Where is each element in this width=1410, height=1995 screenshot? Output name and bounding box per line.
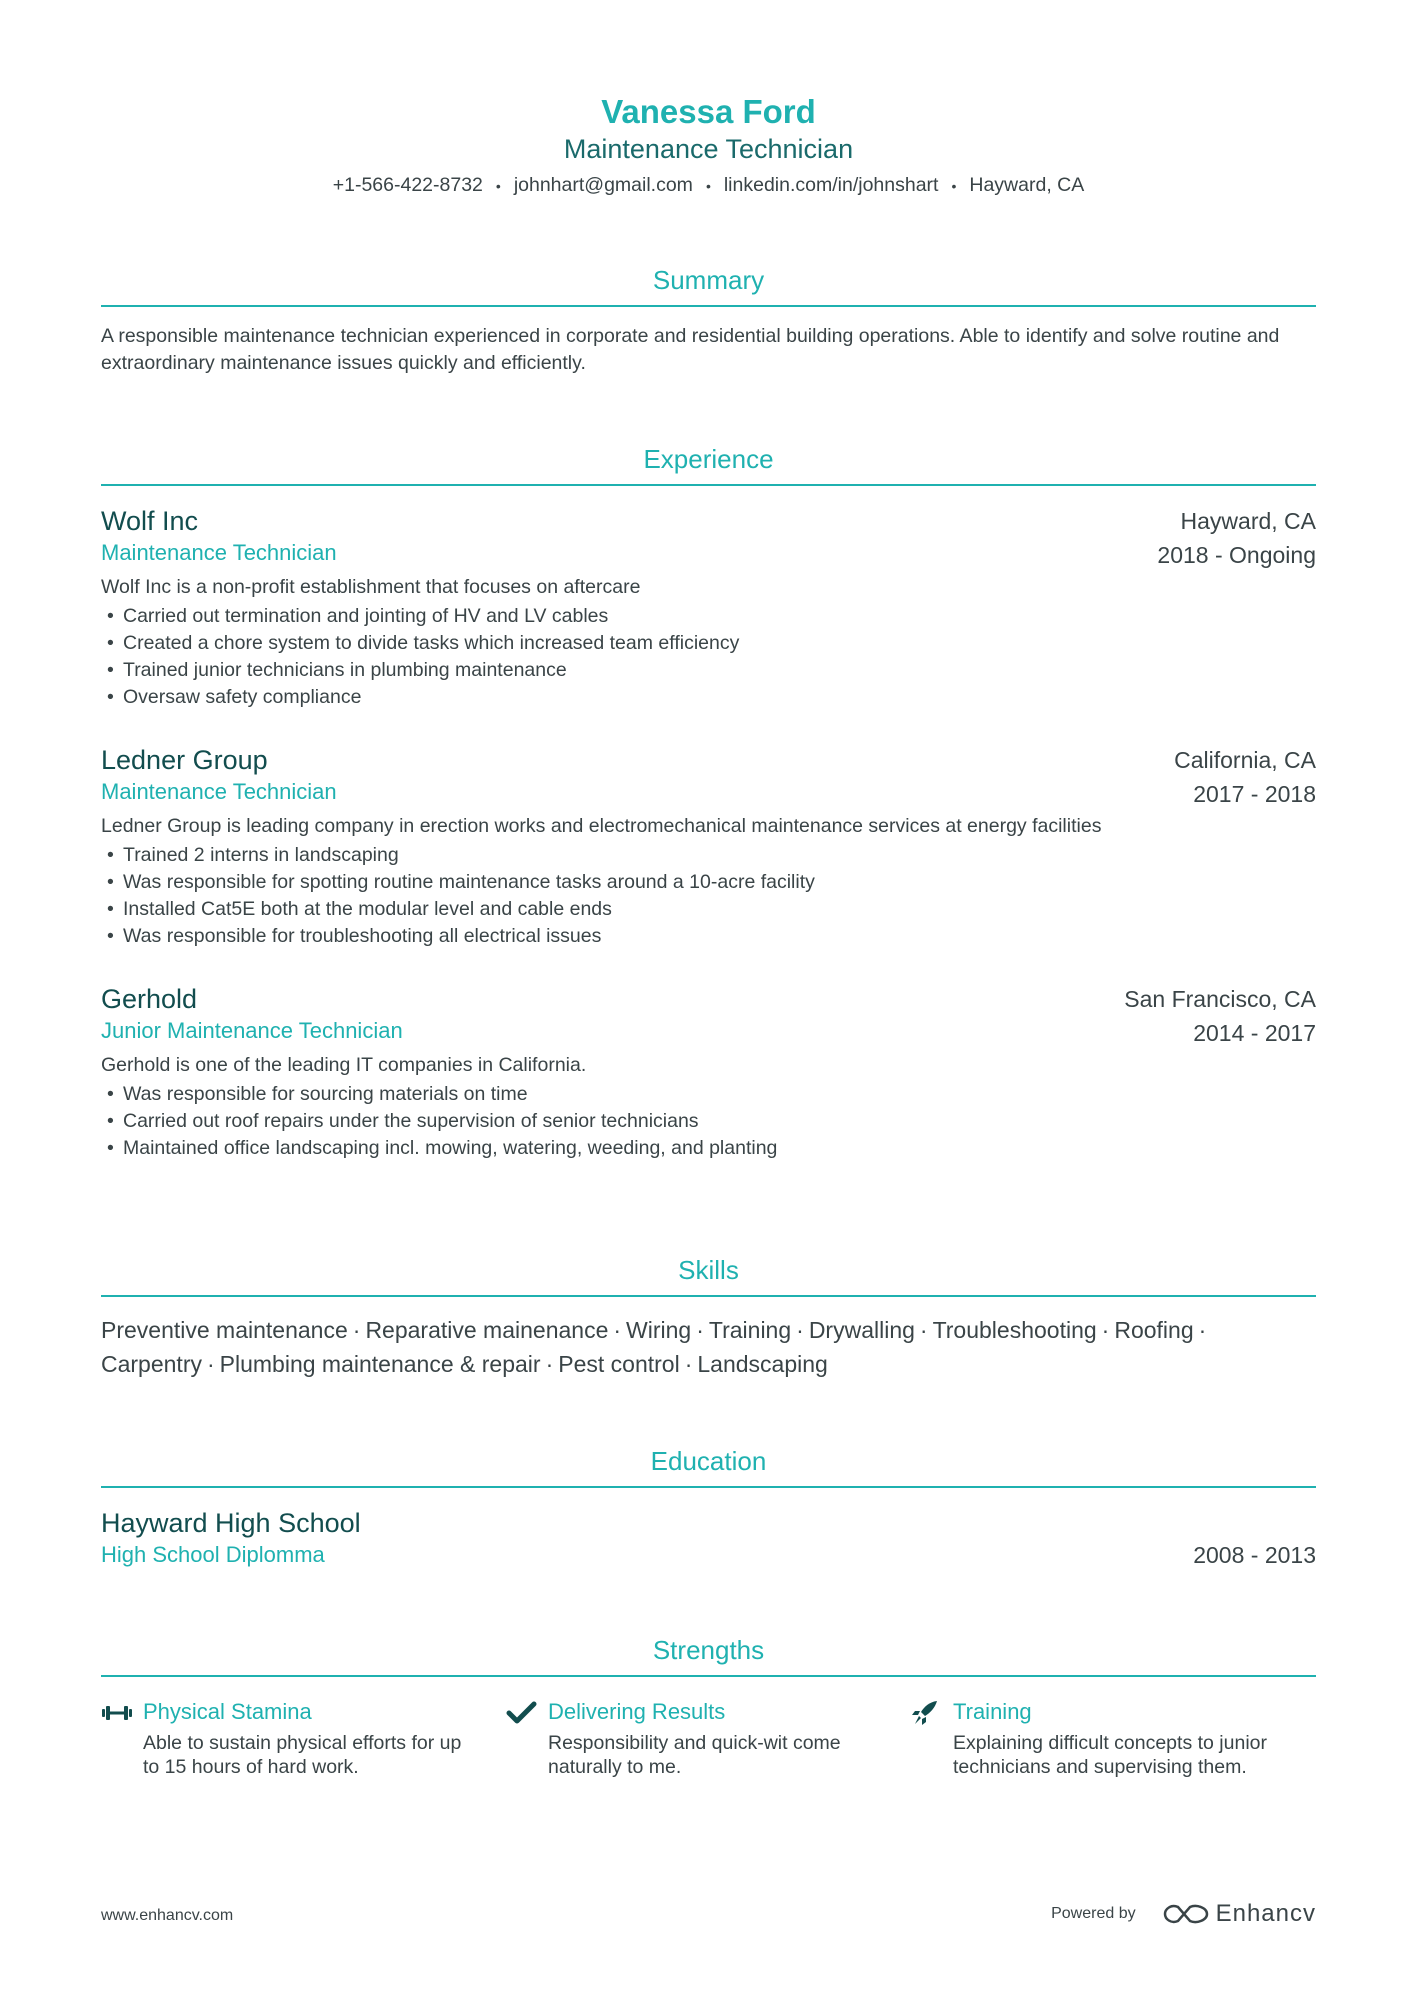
strength-description: Responsibility and quick-wit come naturally to me. xyxy=(548,1732,841,1778)
education-section xyxy=(101,1444,1316,1570)
job-location: San Francisco, CA xyxy=(1124,986,1316,1012)
skill-item: Reparative mainenance xyxy=(365,1317,609,1343)
skills-section xyxy=(101,1253,1316,1381)
dumbbell-icon xyxy=(101,1700,133,1726)
job-role: Maintenance Technician xyxy=(101,779,337,804)
phone: +1-566-422-8732 xyxy=(332,174,483,196)
skill-separator: · xyxy=(206,1351,215,1377)
skill-item: Carpentry xyxy=(101,1351,202,1377)
skill-item: Wiring xyxy=(626,1317,692,1343)
powered-by-label: Powered by xyxy=(1051,1905,1136,1922)
edu-school: Hayward High School xyxy=(101,1508,361,1538)
skill-separator: · xyxy=(545,1351,554,1377)
section-divider xyxy=(101,1486,1316,1488)
job-role: Junior Maintenance Technician xyxy=(101,1018,403,1043)
section-divider xyxy=(101,305,1316,307)
job-role: Maintenance Technician xyxy=(101,540,337,565)
section-title-skills: Skills xyxy=(678,1255,739,1285)
strength-title: Physical Stamina xyxy=(143,1699,312,1724)
separator: • xyxy=(495,177,501,194)
strength-description: Explaining difficult concepts to junior technicians and supervising them. xyxy=(953,1732,1267,1778)
skill-separator: · xyxy=(613,1317,622,1343)
skill-item: Roofing xyxy=(1114,1317,1194,1343)
skill-item: Training xyxy=(708,1317,792,1343)
strengths-section xyxy=(101,1633,1316,1779)
edu-degree: High School Diplomma xyxy=(101,1542,325,1567)
list-item: • Was responsible for sourcing materials on time xyxy=(101,1081,1316,1108)
brand-name: Enhancv xyxy=(1215,1900,1316,1927)
job-company: Ledner Group xyxy=(101,745,268,775)
job-entry xyxy=(101,982,1316,1162)
edu-dates: 2008 - 2013 xyxy=(1193,1542,1316,1568)
section-divider xyxy=(101,484,1316,486)
strength-item xyxy=(506,1697,911,1779)
section-divider xyxy=(101,1675,1316,1677)
skills-list xyxy=(101,1313,1316,1381)
list-item: • Maintained office landscaping incl. mowing, watering, weeding, and planting xyxy=(101,1135,1316,1162)
section-title-strengths: Strengths xyxy=(652,1635,765,1665)
section-divider xyxy=(101,1295,1316,1297)
job-description: Gerhold is one of the leading IT companies in California. xyxy=(101,1054,587,1076)
list-item: • Installed Cat5E both at the modular level and cable ends xyxy=(101,896,1316,923)
skill-item: Landscaping xyxy=(697,1351,828,1377)
job-bullets xyxy=(101,842,1316,950)
list-item: • Was responsible for troubleshooting all electrical issues xyxy=(101,923,1316,950)
summary-section xyxy=(101,263,1316,377)
section-title-experience: Experience xyxy=(643,444,774,474)
skill-separator: · xyxy=(919,1317,928,1343)
job-dates: 2018 - Ongoing xyxy=(1157,542,1316,568)
resume-header xyxy=(101,0,1316,199)
summary-text: A responsible maintenance technician experienced in corporate and residential building operations. Able to identify and solve routine and extraordinary maintenance issues quickly and efficiently. xyxy=(101,325,1280,374)
checkmark-icon xyxy=(506,1700,538,1726)
job-bullets xyxy=(101,603,1316,711)
skill-separator: · xyxy=(696,1317,704,1343)
footer-branding xyxy=(1051,1900,1316,1928)
skill-separator: · xyxy=(1101,1317,1110,1343)
strengths-list xyxy=(101,1697,1316,1779)
list-item: • Was responsible for spotting routine maintenance tasks around a 10-acre facility xyxy=(101,869,1316,896)
job-entry xyxy=(101,504,1316,711)
footer-website[interactable]: www.enhancv.com xyxy=(101,1907,234,1924)
separator: • xyxy=(705,177,711,194)
candidate-title: Maintenance Technician xyxy=(563,134,854,164)
enhancv-logo-icon xyxy=(1162,1902,1210,1926)
job-description: Wolf Inc is a non-profit establishment that focuses on aftercare xyxy=(101,576,641,598)
job-meta xyxy=(1124,982,1316,1050)
job-dates: 2014 - 2017 xyxy=(1193,1020,1316,1046)
job-bullets xyxy=(101,1081,1316,1162)
brand-logo[interactable] xyxy=(1162,1900,1316,1928)
skill-item: Pest control xyxy=(558,1351,680,1377)
candidate-name: Vanessa Ford xyxy=(601,93,816,130)
strength-item xyxy=(911,1697,1316,1779)
job-location: California, CA xyxy=(1174,747,1316,773)
job-description: Ledner Group is leading company in erection works and electromechanical maintenance services at energy facilities xyxy=(101,815,1102,837)
strength-description: Able to sustain physical efforts for up to 15 hours of hard work. xyxy=(143,1732,462,1778)
job-entry xyxy=(101,743,1316,950)
email[interactable]: johnhart@gmail.com xyxy=(513,174,693,196)
skill-item: Preventive maintenance xyxy=(101,1317,348,1343)
rocket-icon xyxy=(911,1700,943,1726)
list-item: • Carried out roof repairs under the supervision of senior technicians xyxy=(101,1108,1316,1135)
list-item: • Trained 2 interns in landscaping xyxy=(101,842,1316,869)
skill-separator: · xyxy=(796,1317,804,1343)
linkedin[interactable]: linkedin.com/in/johnshart xyxy=(723,174,939,196)
job-company: Gerhold xyxy=(101,984,198,1014)
job-location: Hayward, CA xyxy=(1180,508,1316,534)
job-company: Wolf Inc xyxy=(101,506,199,536)
list-item: • Oversaw safety compliance xyxy=(101,684,1316,711)
skill-item: Drywalling xyxy=(808,1317,915,1343)
skill-item: Troubleshooting xyxy=(932,1317,1097,1343)
strength-title: Delivering Results xyxy=(548,1699,726,1724)
experience-section xyxy=(101,442,1316,1162)
job-meta xyxy=(1174,743,1316,811)
section-title-education: Education xyxy=(650,1446,767,1476)
section-title-summary: Summary xyxy=(652,265,765,295)
strength-item xyxy=(101,1697,506,1779)
skill-separator: · xyxy=(684,1351,693,1377)
list-item: • Trained junior technicians in plumbing maintenance xyxy=(101,657,1316,684)
list-item: • Created a chore system to divide tasks which increased team efficiency xyxy=(101,630,1316,657)
job-meta xyxy=(1157,504,1316,572)
skill-separator: · xyxy=(1198,1317,1207,1343)
job-dates: 2017 - 2018 xyxy=(1193,781,1316,807)
skill-separator: · xyxy=(352,1317,361,1343)
separator: • xyxy=(951,177,957,194)
skill-item: Plumbing maintenance & repair xyxy=(219,1351,541,1377)
strength-title: Training xyxy=(953,1699,1032,1724)
list-item: • Carried out termination and jointing of HV and LV cables xyxy=(101,603,1316,630)
contact-line xyxy=(101,172,1316,199)
education-entry xyxy=(101,1506,1316,1570)
location: Hayward, CA xyxy=(969,174,1085,196)
